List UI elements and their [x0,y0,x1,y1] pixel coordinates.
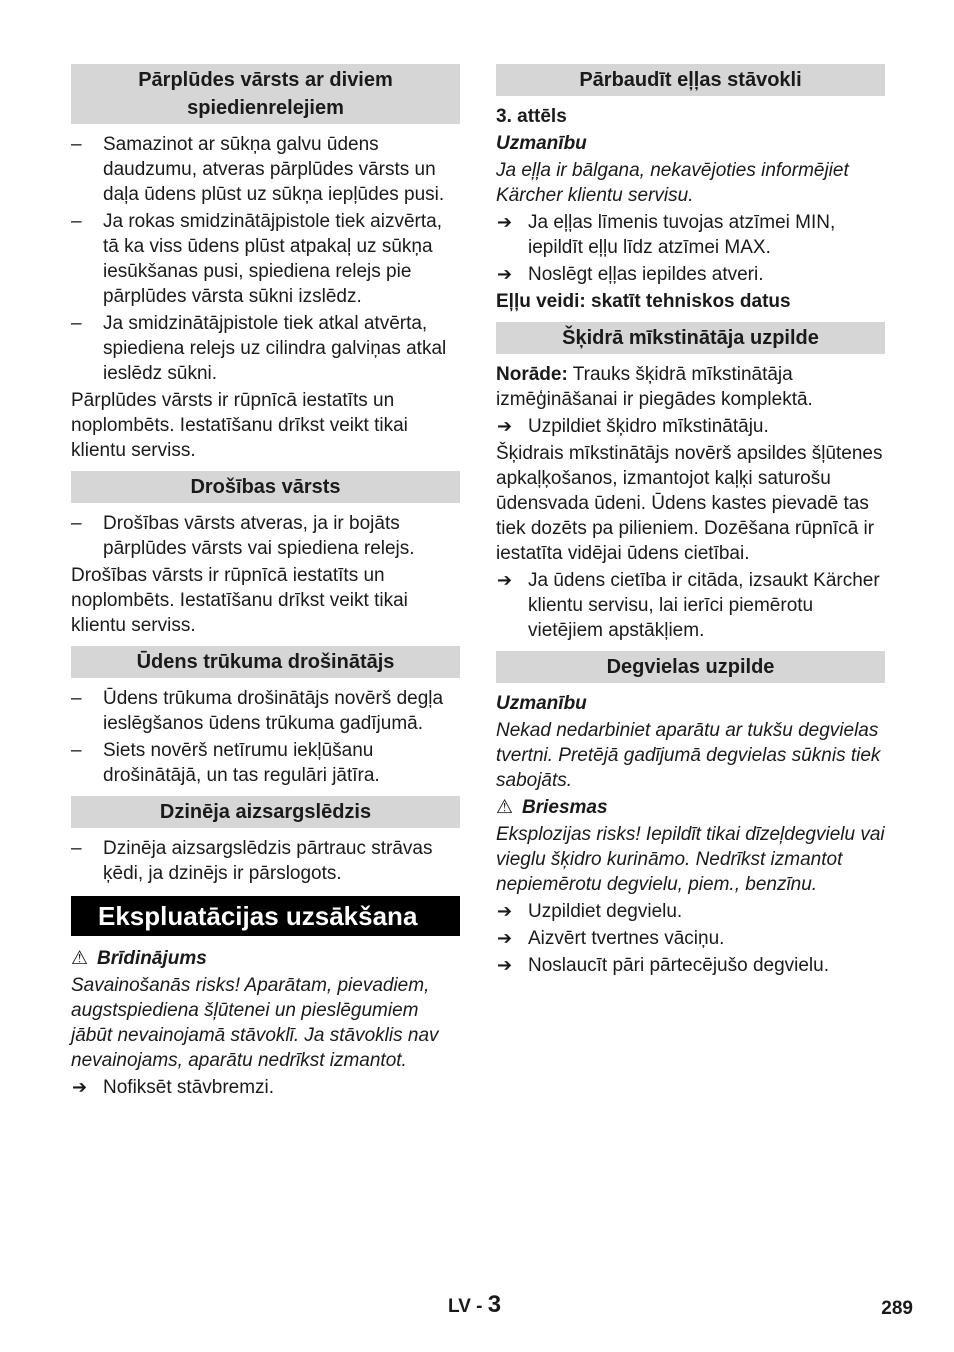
step-item [71,1075,460,1100]
heading-motor-switch: Dzinēja aizsargslēdzis [71,796,460,828]
step-item [496,262,885,287]
step-item [496,210,885,260]
arrow-icon: ➔ [497,955,513,975]
list-item: – Ja rokas smidzinātājpistole tiek aizvērta, tā ka viss ūdens plūst atpakaļ uz sūkņa iesūkšanas pusi, spiediena relejs pie pārplūdes vārsta sūkni izslēdz. [71,209,460,309]
note-text: Trauks šķidrā mīkstinātāja izmēģināšanai ir piegādes komplektā. [496,364,813,410]
step-item [496,926,885,951]
softener-description: Šķidrais mīkstinātājs novērš apsildes šļūtenes apkaļķošanos, izmantojot kaļķi saturošu ūdensvada ūdeni. Ūdens kastes pievadē tas tiek dozēts pa pilieniem. Dozēšana rūpnīcā ir iestatīta vidējai ūdens cietībai. [496,443,883,564]
arrow-icon: ➔ [497,928,513,948]
arrow-icon: ➔ [497,416,513,436]
step-text: Ja ūdens cietība ir citāda, izsaukt Kärcher klientu servisu, lai ierīci piemērotu vietējiem apstākļiem. [528,570,880,641]
step-item [496,568,885,643]
danger-text: Eksplozijas risks! Iepildīt tikai dīzeļdegvielu vai vieglu šķidro kurināmo. Nedrīkst izmantot nepiemērotu degvielu, piem., benzīnu. [496,824,885,895]
caution-label: Uzmanību [496,693,587,714]
heading-overflow-valve: Pārplūdes vārsts ar diviem spiedienrelejiem [71,64,460,124]
arrow-icon: ➔ [497,212,513,232]
caution-label: Uzmanību [496,133,587,154]
footer-lang: LV [448,1296,471,1317]
softener-note [496,362,885,412]
heading-water-shortage: Ūdens trūkuma drošinātājs [71,646,460,678]
step-item [496,953,885,978]
step-text: Noslaucīt pāri pārtecējušo degvielu. [528,955,830,976]
heading-oil-check: Pārbaudīt eļļas stāvokli [496,64,885,96]
step-text: Aizvērt tvertnes vāciņu. [528,928,725,949]
list-item: – Samazinot ar sūkņa galvu ūdens daudzumu, atveras pārplūdes vārsts un daļa ūdens plūst uz sūkņa iepļūdes pusi. [71,132,460,207]
heading-safety-valve: Drošības vārsts [71,471,460,503]
overflow-valve-note: Pārplūdes vārsts ir rūpnīcā iestatīts un noplombēts. Iestatīšanu drīkst veikt tikai klientu serviss. [71,390,408,461]
step-text: Ja eļļas līmenis tuvojas atzīmei MIN, iepildīt eļļu līdz atzīmei MAX. [528,212,836,258]
list-item: – Ūdens trūkuma drošinātājs novērš degļa ieslēgšanos ūdens trūkuma gadījumā. [71,686,460,736]
note-label: Norāde: [496,364,568,385]
warning-icon: ⚠ [71,948,89,969]
heading-fuel: Degvielas uzpilde [496,651,885,683]
heading-softener: Šķidrā mīkstinātāja uzpilde [496,322,885,354]
warning-label: Brīdinājums [97,948,207,969]
step-text: Noslēgt eļļas iepildes atveri. [528,264,764,285]
page-number: 289 [881,1298,913,1319]
warning-icon: ⚠ [496,797,514,818]
list-item: – Dzinēja aizsargslēdzis pārtrauc strāvas ķēdi, ja dzinējs ir pārslogots. [71,836,460,886]
warning-heading [71,946,460,971]
footer-section-label [448,1292,501,1319]
footer-section-number: 3 [487,1291,502,1318]
arrow-icon: ➔ [497,570,513,590]
caution-text: Ja eļļa ir bālgana, nekavējoties informējiet Kärcher klientu servisu. [496,160,849,206]
left-column [71,64,460,1102]
step-item [496,899,885,924]
step-text: Nofiksēt stāvbremzi. [103,1077,275,1098]
danger-label: Briesmas [522,797,608,818]
list-item: – Siets novērš netīrumu iekļūšanu drošinātājā, un tas regulāri jātīra. [71,738,460,788]
right-column [496,64,885,980]
list-item: – Drošības vārsts atveras, ja ir bojāts pārplūdes vārsts vai spiediena relejs. [71,511,460,561]
arrow-icon: ➔ [497,901,513,921]
list-item: – Ja smidzinātājpistole tiek atkal atvērta, spiediena relejs uz cilindra galviņas atkal ieslēdz sūkni. [71,311,460,386]
caution-text: Nekad nedarbiniet aparātu ar tukšu degvielas tvertni. Pretējā gadījumā degvielas sūknis tiek sabojāts. [496,720,881,791]
danger-heading [496,795,885,820]
step-item [496,414,885,439]
heading-startup: Ekspluatācijas uzsākšana [71,896,460,936]
warning-text: Savainošanās risks! Aparātam, pievadiem, augstspiediena šļūtenei un pieslēgumiem jābūt nevainojamā stāvoklī. Ja stāvoklis nav nevainojams, aparātu nedrīkst izmantot. [71,975,439,1071]
step-text: Uzpildiet degvielu. [528,901,683,922]
arrow-icon: ➔ [72,1077,88,1097]
figure-ref: 3. attēls [496,106,567,127]
oil-types: Eļļu veidi: skatīt tehniskos datus [496,291,791,312]
arrow-icon: ➔ [497,264,513,284]
footer-sep: - [470,1296,488,1317]
step-text: Uzpildiet šķidro mīkstinātāju. [528,416,769,437]
safety-valve-note: Drošības vārsts ir rūpnīcā iestatīts un noplombēts. Iestatīšanu drīkst veikt tikai klientu serviss. [71,565,408,636]
